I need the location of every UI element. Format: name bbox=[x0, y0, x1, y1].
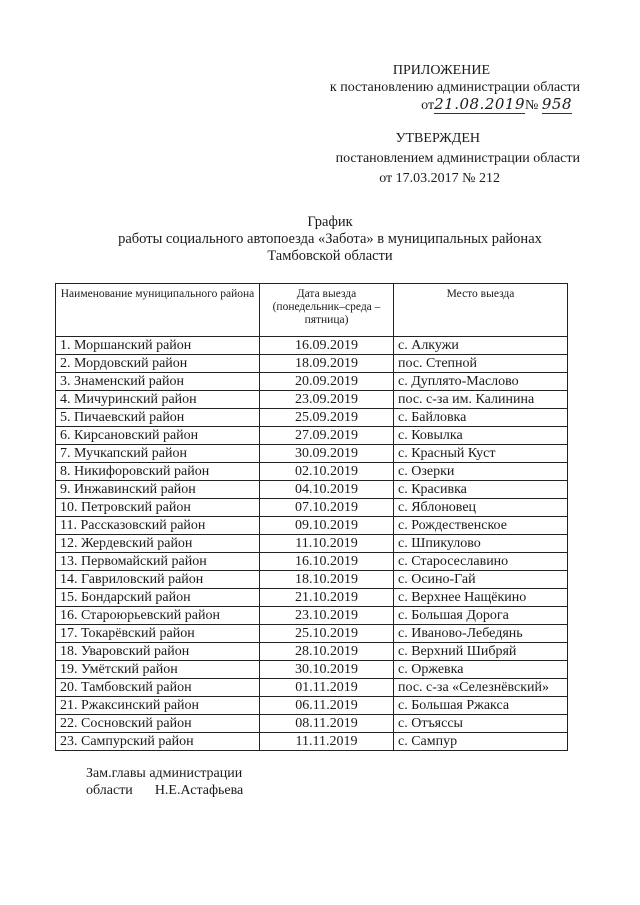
table-row bbox=[56, 373, 568, 391]
district-cell: 11. Рассказовский район bbox=[56, 517, 260, 535]
table-row bbox=[56, 481, 568, 499]
place-cell: с. Осино-Гай bbox=[394, 571, 568, 589]
place-cell: с. Оржевка bbox=[394, 661, 568, 679]
approved-date-line: от 17.03.2017 № 212 bbox=[379, 171, 500, 186]
date-cell: 11.10.2019 bbox=[260, 535, 394, 553]
place-cell: с. Дуплято-Маслово bbox=[394, 373, 568, 391]
place-cell: с. Сампур bbox=[394, 733, 568, 751]
date-cell: 25.10.2019 bbox=[260, 625, 394, 643]
date-cell: 16.10.2019 bbox=[260, 553, 394, 571]
date-cell: 11.11.2019 bbox=[260, 733, 394, 751]
table-row bbox=[56, 535, 568, 553]
district-cell: 1. Моршанский район bbox=[56, 337, 260, 355]
date-cell: 27.09.2019 bbox=[260, 427, 394, 445]
place-cell: с. Красивка bbox=[394, 481, 568, 499]
place-cell: с. Старосеславино bbox=[394, 553, 568, 571]
header-date: Дата выезда (понедельник–среда – пятница) bbox=[260, 284, 394, 337]
district-cell: 21. Ржаксинский район bbox=[56, 697, 260, 715]
table-row bbox=[56, 391, 568, 409]
place-cell: пос. с-за им. Калинина bbox=[394, 391, 568, 409]
place-cell: с. Иваново-Лебедянь bbox=[394, 625, 568, 643]
date-cell: 30.09.2019 bbox=[260, 445, 394, 463]
district-cell: 22. Сосновский район bbox=[56, 715, 260, 733]
place-cell: пос. Степной bbox=[394, 355, 568, 373]
date-cell: 02.10.2019 bbox=[260, 463, 394, 481]
district-cell: 12. Жердевский район bbox=[56, 535, 260, 553]
place-cell: пос. с-за «Селезнёвский» bbox=[394, 679, 568, 697]
table-row bbox=[56, 697, 568, 715]
date-cell: 28.10.2019 bbox=[260, 643, 394, 661]
district-cell: 13. Первомайский район bbox=[56, 553, 260, 571]
date-cell: 23.10.2019 bbox=[260, 607, 394, 625]
table-header-row bbox=[56, 284, 568, 337]
appendix-number-line: от21.08.2019№ 958 bbox=[421, 95, 572, 113]
date-cell: 23.09.2019 bbox=[260, 391, 394, 409]
place-cell: с. Ковылка bbox=[394, 427, 568, 445]
place-cell: с. Верхнее Нащёкино bbox=[394, 589, 568, 607]
handwritten-date: 21.08.2019 bbox=[434, 95, 525, 113]
table-row bbox=[56, 517, 568, 535]
table-row bbox=[56, 607, 568, 625]
place-cell: с. Большая Ржакса bbox=[394, 697, 568, 715]
table-row bbox=[56, 571, 568, 589]
district-cell: 23. Сампурский район bbox=[56, 733, 260, 751]
district-cell: 8. Никифоровский район bbox=[56, 463, 260, 481]
signature-block bbox=[86, 765, 243, 799]
table-row bbox=[56, 427, 568, 445]
table-row bbox=[56, 625, 568, 643]
table-row bbox=[56, 409, 568, 427]
table-row bbox=[56, 715, 568, 733]
date-cell: 06.11.2019 bbox=[260, 697, 394, 715]
date-cell: 25.09.2019 bbox=[260, 409, 394, 427]
date-cell: 30.10.2019 bbox=[260, 661, 394, 679]
date-cell: 07.10.2019 bbox=[260, 499, 394, 517]
header-place: Место выезда bbox=[394, 284, 568, 337]
district-cell: 3. Знаменский район bbox=[56, 373, 260, 391]
approved-title: УТВЕРЖДЕН bbox=[395, 131, 480, 146]
table-row bbox=[56, 661, 568, 679]
district-cell: 16. Староюрьевский район bbox=[56, 607, 260, 625]
approved-line: постановлением администрации области bbox=[335, 151, 580, 166]
signature-line2 bbox=[86, 782, 243, 799]
place-cell: с. Отъяссы bbox=[394, 715, 568, 733]
header-district: Наименование муниципального района bbox=[56, 284, 260, 337]
date-cell: 18.09.2019 bbox=[260, 355, 394, 373]
schedule-table-body bbox=[56, 337, 568, 751]
schedule-title-line1: График bbox=[307, 214, 353, 230]
district-cell: 2. Мордовский район bbox=[56, 355, 260, 373]
table-row bbox=[56, 337, 568, 355]
date-cell: 18.10.2019 bbox=[260, 571, 394, 589]
table-row bbox=[56, 445, 568, 463]
district-cell: 6. Кирсановский район bbox=[56, 427, 260, 445]
table-row bbox=[56, 553, 568, 571]
table-row bbox=[56, 679, 568, 697]
table-row bbox=[56, 733, 568, 751]
place-cell: с. Байловка bbox=[394, 409, 568, 427]
signature-name: Н.Е.Астафьева bbox=[154, 783, 244, 798]
date-cell: 04.10.2019 bbox=[260, 481, 394, 499]
place-cell: с. Верхний Шибряй bbox=[394, 643, 568, 661]
table-row bbox=[56, 355, 568, 373]
district-cell: 5. Пичаевский район bbox=[56, 409, 260, 427]
table-row bbox=[56, 589, 568, 607]
approved-block bbox=[250, 130, 580, 187]
date-cell: 08.11.2019 bbox=[260, 715, 394, 733]
table-row bbox=[56, 463, 568, 481]
schedule-title bbox=[0, 214, 640, 265]
place-cell: с. Большая Дорога bbox=[394, 607, 568, 625]
date-cell: 09.10.2019 bbox=[260, 517, 394, 535]
schedule-table bbox=[55, 283, 568, 751]
appendix-block bbox=[250, 62, 580, 114]
signature-position: Зам.главы администрации bbox=[86, 766, 243, 781]
place-cell: с. Озерки bbox=[394, 463, 568, 481]
district-cell: 20. Тамбовский район bbox=[56, 679, 260, 697]
district-cell: 7. Мучкапский район bbox=[56, 445, 260, 463]
handwritten-number: 958 bbox=[541, 95, 572, 113]
district-cell: 4. Мичуринский район bbox=[56, 391, 260, 409]
table-row bbox=[56, 643, 568, 661]
place-cell: с. Рождественское bbox=[394, 517, 568, 535]
district-cell: 19. Умётский район bbox=[56, 661, 260, 679]
appendix-line: к постановлению администрации области bbox=[329, 80, 580, 95]
district-cell: 17. Токарёвский район bbox=[56, 625, 260, 643]
date-cell: 01.11.2019 bbox=[260, 679, 394, 697]
place-cell: с. Яблоновец bbox=[394, 499, 568, 517]
district-cell: 14. Гавриловский район bbox=[56, 571, 260, 589]
district-cell: 10. Петровский район bbox=[56, 499, 260, 517]
date-cell: 20.09.2019 bbox=[260, 373, 394, 391]
appendix-title: ПРИЛОЖЕНИЕ bbox=[392, 63, 490, 78]
date-cell: 16.09.2019 bbox=[260, 337, 394, 355]
place-cell: с. Шпикулово bbox=[394, 535, 568, 553]
date-cell: 21.10.2019 bbox=[260, 589, 394, 607]
place-cell: с. Красный Куст bbox=[394, 445, 568, 463]
table-row bbox=[56, 499, 568, 517]
place-cell: с. Алкужи bbox=[394, 337, 568, 355]
district-cell: 18. Уваровский район bbox=[56, 643, 260, 661]
schedule-title-line3: Тамбовской области bbox=[267, 248, 393, 264]
schedule-title-line2: работы социального автопоезда «Забота» в муниципальных районах bbox=[118, 231, 542, 247]
district-cell: 9. Инжавинский район bbox=[56, 481, 260, 499]
district-cell: 15. Бондарский район bbox=[56, 589, 260, 607]
signature-area: области bbox=[86, 783, 133, 798]
